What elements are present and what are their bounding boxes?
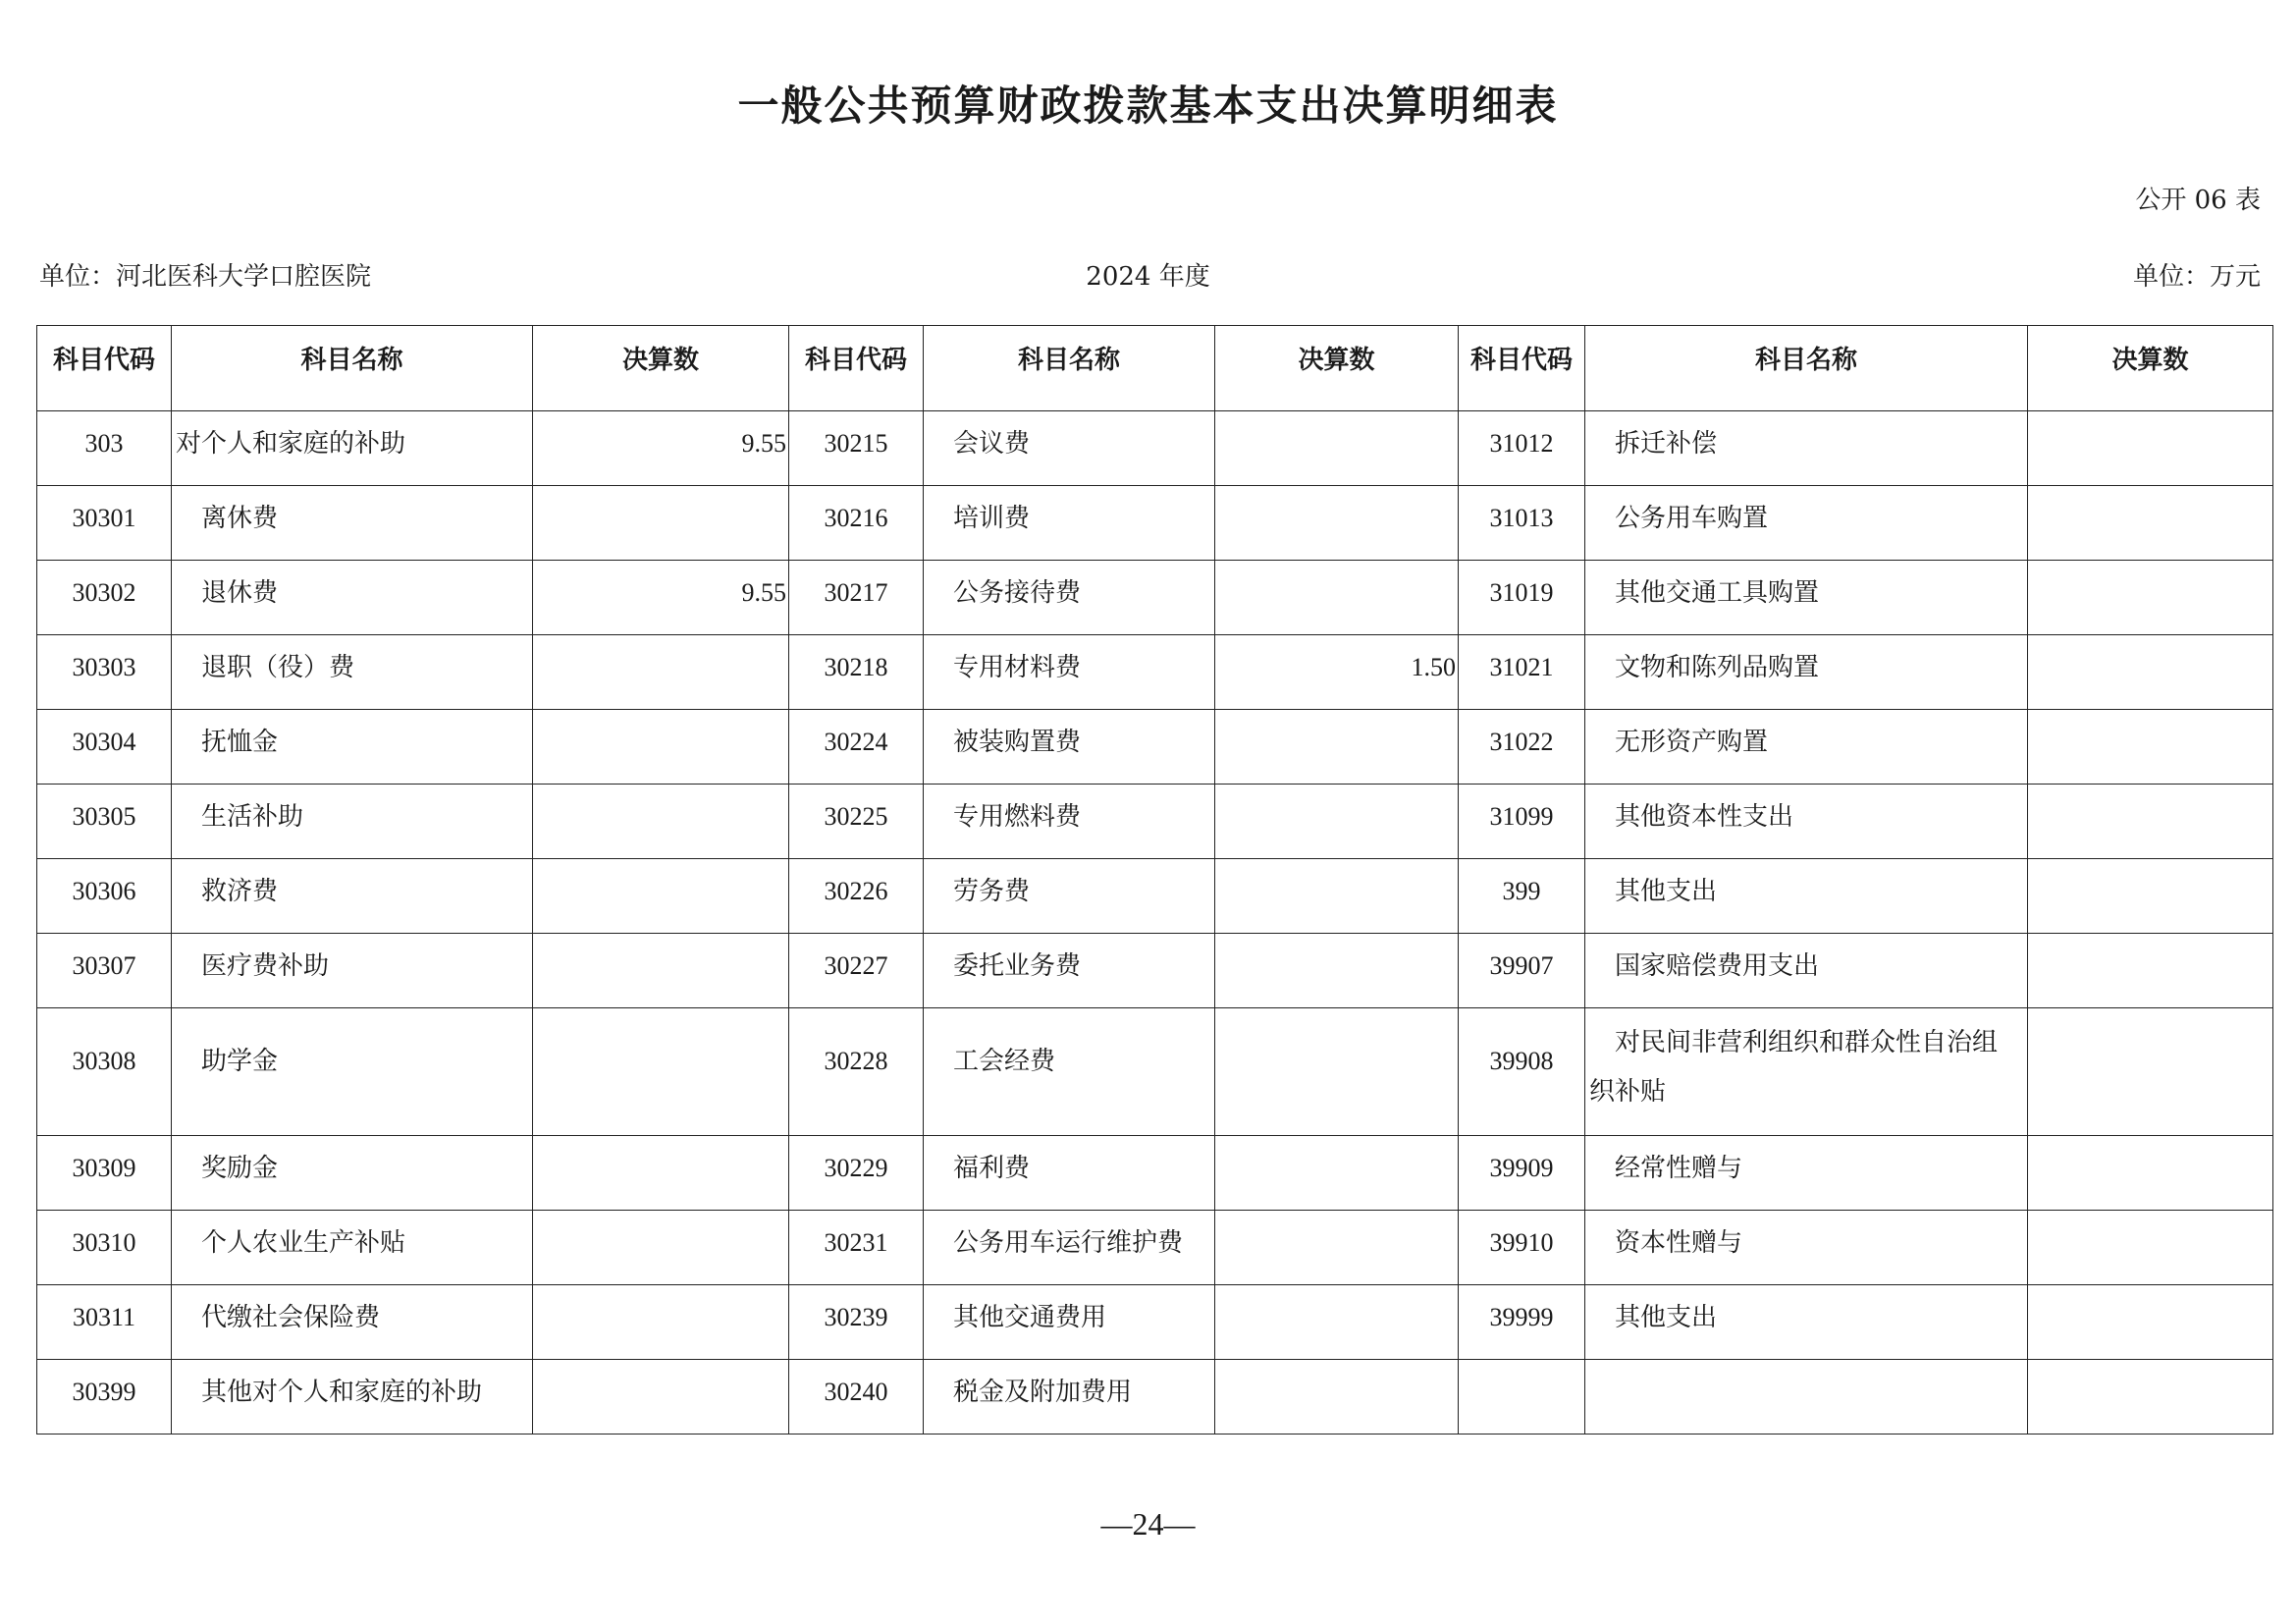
subject-code: 30303	[37, 635, 172, 710]
final-amount	[2028, 1211, 2273, 1285]
final-amount	[533, 934, 789, 1008]
final-amount	[1215, 1211, 1459, 1285]
final-amount	[1215, 859, 1459, 934]
subject-code: 31019	[1459, 561, 1585, 635]
subject-name: 国家赔偿费用支出	[1585, 934, 2028, 1008]
subject-code: 30224	[789, 710, 924, 785]
subject-code: 31099	[1459, 785, 1585, 859]
final-amount	[2028, 859, 2273, 934]
header-cell: 决算数	[2028, 326, 2273, 411]
final-amount	[2028, 785, 2273, 859]
subject-code: 30228	[789, 1008, 924, 1136]
table-row	[37, 635, 2273, 710]
subject-name: 医疗费补助	[172, 934, 533, 1008]
final-amount	[533, 785, 789, 859]
subject-code: 30310	[37, 1211, 172, 1285]
subject-name: 专用材料费	[924, 635, 1215, 710]
final-amount	[1215, 710, 1459, 785]
subject-code: 39909	[1459, 1136, 1585, 1211]
final-amount	[2028, 561, 2273, 635]
form-number: 公开 06 表	[2135, 186, 2261, 215]
table-row	[37, 1360, 2273, 1435]
subject-name: 其他支出	[1585, 1285, 2028, 1360]
currency-unit: 单位：万元	[2132, 262, 2261, 292]
final-amount	[533, 859, 789, 934]
subject-name: 专用燃料费	[924, 785, 1215, 859]
subject-name: 救济费	[172, 859, 533, 934]
subject-name: 个人农业生产补贴	[172, 1211, 533, 1285]
table-row	[37, 1211, 2273, 1285]
subject-code: 30399	[37, 1360, 172, 1435]
final-amount	[1215, 411, 1459, 486]
subject-code: 30218	[789, 635, 924, 710]
final-amount: 9.55	[533, 561, 789, 635]
final-amount	[533, 1008, 789, 1136]
subject-name: 生活补助	[172, 785, 533, 859]
subject-code: 31022	[1459, 710, 1585, 785]
subject-name: 委托业务费	[924, 934, 1215, 1008]
subject-code: 30231	[789, 1211, 924, 1285]
subject-name: 抚恤金	[172, 710, 533, 785]
final-amount	[2028, 710, 2273, 785]
subject-name: 福利费	[924, 1136, 1215, 1211]
subject-name: 资本性赠与	[1585, 1211, 2028, 1285]
final-amount	[1215, 1136, 1459, 1211]
subject-code: 30240	[789, 1360, 924, 1435]
subject-name: 被装购置费	[924, 710, 1215, 785]
table-row	[37, 486, 2273, 561]
subject-code: 30301	[37, 486, 172, 561]
expenditure-detail-table	[36, 325, 2273, 1435]
table-header-row	[37, 326, 2273, 411]
table-row	[37, 859, 2273, 934]
subject-code: 39910	[1459, 1211, 1585, 1285]
subject-name: 退职（役）费	[172, 635, 533, 710]
final-amount	[1215, 934, 1459, 1008]
final-amount	[533, 486, 789, 561]
subject-code: 30302	[37, 561, 172, 635]
subject-code: 30239	[789, 1285, 924, 1360]
final-amount	[2028, 1136, 2273, 1211]
subject-code: 399	[1459, 859, 1585, 934]
subject-name: 离休费	[172, 486, 533, 561]
table-row	[37, 1008, 2273, 1136]
table-row	[37, 1136, 2273, 1211]
subject-code: 303	[37, 411, 172, 486]
subject-name: 其他资本性支出	[1585, 785, 2028, 859]
subject-code: 30311	[37, 1285, 172, 1360]
subject-name: 其他支出	[1585, 859, 2028, 934]
subject-code: 30305	[37, 785, 172, 859]
subject-code: 30306	[37, 859, 172, 934]
subject-code: 31021	[1459, 635, 1585, 710]
subject-code: 39907	[1459, 934, 1585, 1008]
final-amount	[2028, 1285, 2273, 1360]
subject-name: 公务用车购置	[1585, 486, 2028, 561]
subject-name: 代缴社会保险费	[172, 1285, 533, 1360]
subject-name: 奖励金	[172, 1136, 533, 1211]
subject-name: 经常性赠与	[1585, 1136, 2028, 1211]
table-row	[37, 785, 2273, 859]
subject-code: 31013	[1459, 486, 1585, 561]
final-amount	[2028, 635, 2273, 710]
final-amount	[533, 710, 789, 785]
subject-code: 30217	[789, 561, 924, 635]
final-amount	[2028, 934, 2273, 1008]
subject-code: 30309	[37, 1136, 172, 1211]
subject-code: 30226	[789, 859, 924, 934]
table-row	[37, 710, 2273, 785]
subject-name: 公务用车运行维护费	[924, 1211, 1215, 1285]
final-amount	[533, 1285, 789, 1360]
subject-code: 30215	[789, 411, 924, 486]
table-row	[37, 1285, 2273, 1360]
document-title: 一般公共预算财政拨款基本支出决算明细表	[737, 81, 1559, 130]
final-amount	[2028, 1008, 2273, 1136]
final-amount: 9.55	[533, 411, 789, 486]
final-amount	[1215, 561, 1459, 635]
subject-name: 公务接待费	[924, 561, 1215, 635]
subject-name: 无形资产购置	[1585, 710, 2028, 785]
final-amount	[1215, 486, 1459, 561]
final-amount	[1215, 1008, 1459, 1136]
header-cell: 决算数	[1215, 326, 1459, 411]
header-cell: 科目代码	[1459, 326, 1585, 411]
subject-code: 39908	[1459, 1008, 1585, 1136]
subject-code: 30229	[789, 1136, 924, 1211]
subject-name: 文物和陈列品购置	[1585, 635, 2028, 710]
final-amount	[2028, 486, 2273, 561]
page-number: —24—	[1100, 1506, 1196, 1542]
table-row	[37, 411, 2273, 486]
subject-name: 其他交通费用	[924, 1285, 1215, 1360]
subject-name	[1585, 1360, 2028, 1435]
header-cell: 科目代码	[37, 326, 172, 411]
subject-name	[1585, 1008, 2028, 1136]
final-amount	[533, 635, 789, 710]
final-amount: 1.50	[1215, 635, 1459, 710]
subject-code: 39999	[1459, 1285, 1585, 1360]
subject-name: 对个人和家庭的补助	[172, 411, 533, 486]
header-cell: 科目名称	[172, 326, 533, 411]
final-amount	[2028, 411, 2273, 486]
table-row	[37, 934, 2273, 1008]
table-row	[37, 561, 2273, 635]
subject-name: 税金及附加费用	[924, 1360, 1215, 1435]
subject-code: 30225	[789, 785, 924, 859]
subject-name: 工会经费	[924, 1008, 1215, 1136]
final-amount	[533, 1136, 789, 1211]
final-amount	[1215, 1360, 1459, 1435]
final-amount	[533, 1360, 789, 1435]
subject-name: 培训费	[924, 486, 1215, 561]
unit-label: 单位：河北医科大学口腔医院	[39, 262, 372, 292]
subject-name: 退休费	[172, 561, 533, 635]
header-cell: 科目代码	[789, 326, 924, 411]
subject-code	[1459, 1360, 1585, 1435]
subject-name: 其他对个人和家庭的补助	[172, 1360, 533, 1435]
subject-code: 30308	[37, 1008, 172, 1136]
final-amount	[2028, 1360, 2273, 1435]
subject-name: 助学金	[172, 1008, 533, 1136]
subject-name-text: 对民间非营利组织和群众性自治组织补贴	[1589, 1028, 1999, 1107]
subject-code: 30304	[37, 710, 172, 785]
subject-name: 会议费	[924, 411, 1215, 486]
subject-name: 劳务费	[924, 859, 1215, 934]
header-cell: 科目名称	[924, 326, 1215, 411]
header-cell: 决算数	[533, 326, 789, 411]
subject-code: 30307	[37, 934, 172, 1008]
fiscal-year: 2024 年度	[1086, 262, 1210, 292]
final-amount	[533, 1211, 789, 1285]
final-amount	[1215, 785, 1459, 859]
header-cell: 科目名称	[1585, 326, 2028, 411]
subject-code: 30227	[789, 934, 924, 1008]
subject-name: 拆迁补偿	[1585, 411, 2028, 486]
final-amount	[1215, 1285, 1459, 1360]
subject-name: 其他交通工具购置	[1585, 561, 2028, 635]
subject-code: 30216	[789, 486, 924, 561]
subject-code: 31012	[1459, 411, 1585, 486]
